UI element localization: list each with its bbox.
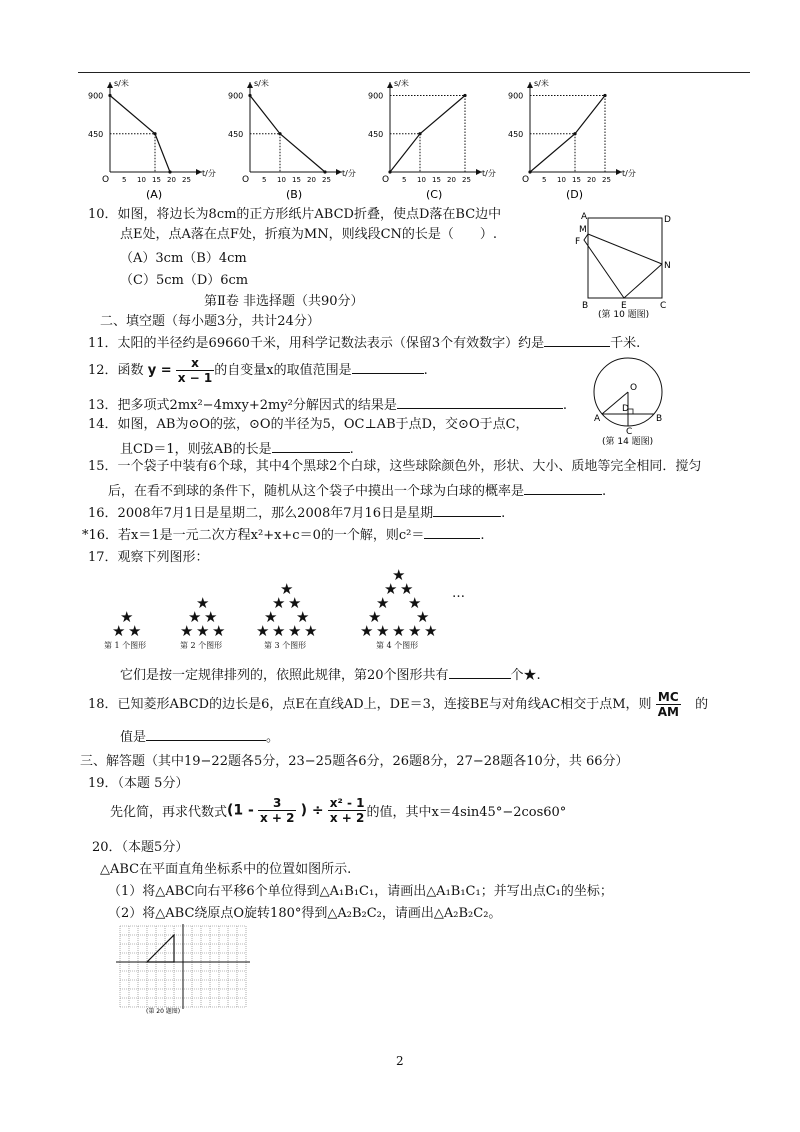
q19-close: ) ÷ [300, 802, 324, 819]
q17-prompt: 17．观察下列图形： [88, 550, 209, 565]
star-mark: ★ [360, 622, 374, 640]
star-mark: ★ [392, 622, 406, 640]
graph-point [603, 94, 606, 97]
star-mark: ★ [264, 608, 278, 626]
x-tick-label: 5 [122, 176, 127, 184]
q12-pre: 12．函数 [88, 363, 144, 378]
q16b-end: . [480, 528, 485, 543]
q17-caption: 第 1 个图形 [104, 641, 147, 650]
x-tick-label: 10 [417, 176, 426, 184]
q10-options-cd: （C）5cm（D）6cm [120, 273, 249, 288]
q19-body [110, 796, 566, 825]
star-mark: ★ [424, 622, 438, 640]
star-mark: ★ [368, 608, 382, 626]
graph-point [248, 94, 251, 97]
q19-open: (1 - [227, 802, 254, 819]
star-mark: ★ [296, 608, 310, 626]
q9-graph-options [80, 76, 640, 202]
q10-label-f: F [575, 237, 581, 247]
x-axis-label: t/分 [622, 169, 636, 178]
q20-caption: (第 20 题图) [146, 1008, 181, 1015]
q16-blank[interactable] [433, 502, 501, 517]
section2-title: 第Ⅱ卷 非选择题（共90分） [204, 294, 364, 309]
q10-options-ab: （A）3cm（B）4cm [120, 251, 247, 266]
x-tick-label: 5 [402, 176, 407, 184]
star-mark: ★ [280, 580, 294, 598]
q17-star-patterns [90, 560, 490, 650]
graph-point [278, 132, 281, 135]
y-tick-label: 450 [228, 129, 244, 139]
q18-end: 。 [266, 730, 280, 745]
star-mark: ★ [416, 608, 430, 626]
star-mark: ★ [288, 594, 302, 612]
q13-blank[interactable] [397, 394, 563, 409]
q14-label-a: A [594, 414, 601, 424]
x-tick-label: 25 [602, 176, 611, 184]
q10-label-a: A [581, 212, 588, 222]
star-mark: ★ [408, 622, 422, 640]
x-tick-label: 15 [432, 176, 441, 184]
q16-end: . [501, 506, 506, 521]
q15-line2-wrap [108, 480, 606, 501]
graph-point [528, 170, 531, 173]
y-axis-arrow [387, 82, 393, 88]
option-label: (D) [566, 188, 584, 201]
star-mark: ★ [400, 580, 414, 598]
graph-point [573, 132, 576, 135]
q18-fraction [656, 690, 681, 719]
y-tick-label: 450 [508, 129, 524, 139]
page-number: 2 [396, 1054, 404, 1068]
graph-point [153, 132, 156, 135]
y-axis-label: s/米 [394, 79, 409, 88]
q16-text: 16．2008年7月1日是星期二，那么2008年7月16日是星期 [88, 506, 434, 521]
star-mark: ★ [180, 622, 194, 640]
q10-label-n: N [664, 261, 671, 271]
q11-blank[interactable] [544, 332, 610, 347]
star-mark: ★ [408, 594, 422, 612]
q12-fraction [176, 356, 215, 385]
q10-caption: (第 10 题图) [598, 310, 650, 320]
q20-head: 20．（本题5分） [92, 840, 189, 855]
y-axis-label: s/米 [534, 79, 549, 88]
q15-line1: 15．一个袋子中装有6个球，其中4个黑球2个白球，这些球除颜色外，形状、大小、质地等完全相同．搅匀 [88, 459, 702, 474]
q18-numerator: MC [656, 690, 681, 705]
q14-label-o: O [630, 383, 638, 393]
star-mark: ★ [288, 622, 302, 640]
y-tick-label: 900 [508, 91, 524, 101]
q17-blank[interactable] [449, 664, 511, 679]
star-mark: ★ [384, 580, 398, 598]
y-tick-label: 450 [88, 129, 104, 139]
x-tick-label: 5 [262, 176, 267, 184]
star-mark: ★ [212, 622, 226, 640]
q20-line2: （1）将△ABC向右平移6个单位得到△A₁B₁C₁，请画出△A₁B₁C₁；并写出点C₁的坐标； [108, 884, 613, 899]
q14-line2: 且CD＝1，则弦AB的长是 [120, 442, 272, 457]
q12-y: y = [147, 363, 172, 378]
header-rule [78, 72, 750, 73]
x-tick-label: 25 [182, 176, 191, 184]
y-axis-label: s/米 [114, 79, 129, 88]
x-axis-label: t/分 [202, 169, 216, 178]
q17-caption: 第 4 个图形 [376, 641, 419, 650]
q19-fraction1 [258, 796, 297, 825]
option-label: (B) [286, 188, 303, 201]
q18-line1: 18．已知菱形ABCD的边长是6，点E在直线AD上，DE＝3，连接BE与对角线AC相交于点M，则 [88, 697, 652, 712]
q18-blank[interactable] [146, 726, 266, 741]
origin-label: O [382, 175, 390, 185]
triangle-abc [147, 935, 174, 962]
q20-line3: （2）将△ABC绕原点O旋转180°得到△A₂B₂C₂，请画出△A₂B₂C₂。 [108, 906, 502, 921]
q19-num2: x² - 1 [329, 796, 365, 810]
star-mark: ★ [256, 622, 270, 640]
x-tick-label: 10 [557, 176, 566, 184]
q17-conclusion [120, 664, 541, 683]
q10-label-b: B [582, 301, 589, 311]
star-mark: ★ [272, 594, 286, 612]
graph-line [250, 96, 325, 173]
q12-denominator: x − 1 [177, 371, 213, 385]
q14-label-c: C [626, 427, 633, 437]
star-mark: ★ [112, 622, 126, 640]
q18-line2-wrap [120, 726, 279, 745]
q15-end: . [602, 484, 607, 499]
q16 [88, 502, 505, 521]
x-tick-label: 20 [167, 176, 176, 184]
x-tick-label: 5 [542, 176, 547, 184]
q10-figure [574, 208, 674, 320]
q19-head: 19．（本题 5分） [88, 776, 189, 791]
q16b [82, 524, 485, 543]
option-label: (A) [146, 188, 163, 201]
graph-line [390, 96, 465, 173]
x-axis-label: t/分 [342, 169, 356, 178]
q17-caption: 第 2 个图形 [180, 641, 223, 650]
star-mark: ★ [128, 622, 142, 640]
q15-blank[interactable] [524, 480, 602, 495]
q17-conclusion-pre: 它们是按一定规律排列的，依照此规律，第20个图形共有 [120, 668, 449, 683]
q14-blank[interactable] [272, 438, 350, 453]
q14-figure [592, 354, 668, 446]
x-axis-label: t/分 [482, 169, 496, 178]
q10-line1: 10．如图，将边长为8cm的正方形纸片ABCD折叠，使点D落在BC边中 [88, 207, 502, 222]
q19-fraction2 [328, 796, 367, 825]
answer-section-title: 三、解答题（其中19−22题各5分，23−25题各6分，26题8分，27−28题各10分，共 66分） [80, 754, 629, 769]
graph-point [418, 132, 421, 135]
q12 [88, 356, 428, 385]
fill-section-title: 二、填空题（每小题3分，共计24分） [100, 314, 320, 329]
q12-numerator: x [176, 356, 215, 371]
q14-end: . [349, 442, 354, 457]
y-tick-label: 450 [368, 129, 384, 139]
q10-line2: 点E处，点A落在点F处，折痕为MN，则线段CN的长是（ ）. [120, 227, 498, 242]
q18 [88, 690, 708, 719]
q15-line2: 后，在看不到球的条件下，随机从这个袋子中摸出一个球为白球的概率是 [108, 484, 525, 499]
q16b-text: *16．若x＝1是一元二次方程x²+x+c＝0的一个解，则c²＝ [82, 528, 425, 543]
graph-point [168, 170, 171, 173]
q13-end: . [562, 398, 568, 413]
q13-text: 13．把多项式2mx²−4mxy+2my²分解因式的结果是 [88, 398, 397, 413]
q10-label-e: E [621, 301, 627, 311]
q11 [88, 332, 640, 351]
q16b-blank[interactable] [424, 524, 480, 539]
q14-caption: (第 14 题图) [602, 437, 654, 446]
star-mark: ★ [304, 622, 318, 640]
q14-line2-wrap [120, 438, 354, 459]
y-tick-label: 900 [368, 91, 384, 101]
q12-blank[interactable] [352, 359, 424, 374]
x-tick-label: 10 [277, 176, 286, 184]
graph-point [108, 94, 111, 97]
star-mark: ★ [376, 622, 390, 640]
q19-den1: x + 2 [259, 811, 295, 825]
q14-line1: 14．如图，AB为⊙O的弦，⊙O的半径为5，OC⊥AB于点D，交⊙O于点C， [88, 417, 529, 432]
x-tick-label: 20 [447, 176, 456, 184]
star-mark: ★ [392, 566, 406, 584]
q10-label-c: C [660, 301, 667, 311]
origin-label: O [102, 175, 110, 185]
q13 [88, 394, 567, 413]
q11-unit: 千米. [610, 336, 641, 351]
q17-ellipsis: … [452, 586, 465, 601]
y-axis-arrow [527, 82, 533, 88]
star-mark: ★ [188, 608, 202, 626]
q12-end: . [423, 363, 428, 378]
q20-coordinate-grid [110, 922, 250, 1022]
q19-num1: 3 [258, 796, 297, 811]
star-mark: ★ [376, 594, 390, 612]
star-mark: ★ [120, 608, 134, 626]
x-tick-label: 25 [462, 176, 471, 184]
option-label: (C) [426, 188, 443, 201]
y-tick-label: 900 [88, 91, 104, 101]
star-mark: ★ [272, 622, 286, 640]
y-axis-arrow [107, 82, 113, 88]
star-mark: ★ [204, 608, 218, 626]
q20-line1: △ABC在平面直角坐标系中的位置如图所示. [100, 862, 352, 877]
graph-point [463, 94, 466, 97]
q17-caption: 第 3 个图形 [264, 641, 307, 650]
q10-label-d: D [664, 215, 671, 225]
y-tick-label: 900 [228, 91, 244, 101]
graph-point [323, 170, 326, 173]
x-tick-label: 15 [292, 176, 301, 184]
x-tick-label: 10 [137, 176, 146, 184]
q14-label-d: D [622, 404, 629, 414]
y-axis-arrow [247, 82, 253, 88]
x-tick-label: 15 [572, 176, 581, 184]
q19-post: 的值，其中x＝4sin45°−2cos60° [366, 805, 567, 820]
y-axis-label: s/米 [254, 79, 269, 88]
q19-den2: x + 2 [329, 811, 365, 825]
star-mark: ★ [196, 594, 210, 612]
star-mark: ★ [196, 622, 210, 640]
x-tick-label: 15 [152, 176, 161, 184]
x-tick-label: 25 [322, 176, 331, 184]
q10-label-m: M [579, 225, 587, 235]
q18-denominator: AM [657, 705, 679, 719]
q18-after: 的 [695, 697, 709, 712]
origin-label: O [242, 175, 250, 185]
q14-label-b: B [656, 414, 663, 424]
q19-pre: 先化简，再求代数式 [110, 805, 228, 820]
q12-post: 的自变量x的取值范围是 [214, 363, 352, 378]
origin-label: O [522, 175, 530, 185]
x-tick-label: 20 [587, 176, 596, 184]
q11-text: 11．太阳的半径约是69660千米，用科学记数法表示（保留3个有效数字）约是 [88, 336, 545, 351]
q18-line2: 值是 [120, 730, 147, 745]
q17-conclusion-post: 个★. [510, 668, 541, 683]
x-tick-label: 20 [307, 176, 316, 184]
graph-point [388, 170, 391, 173]
